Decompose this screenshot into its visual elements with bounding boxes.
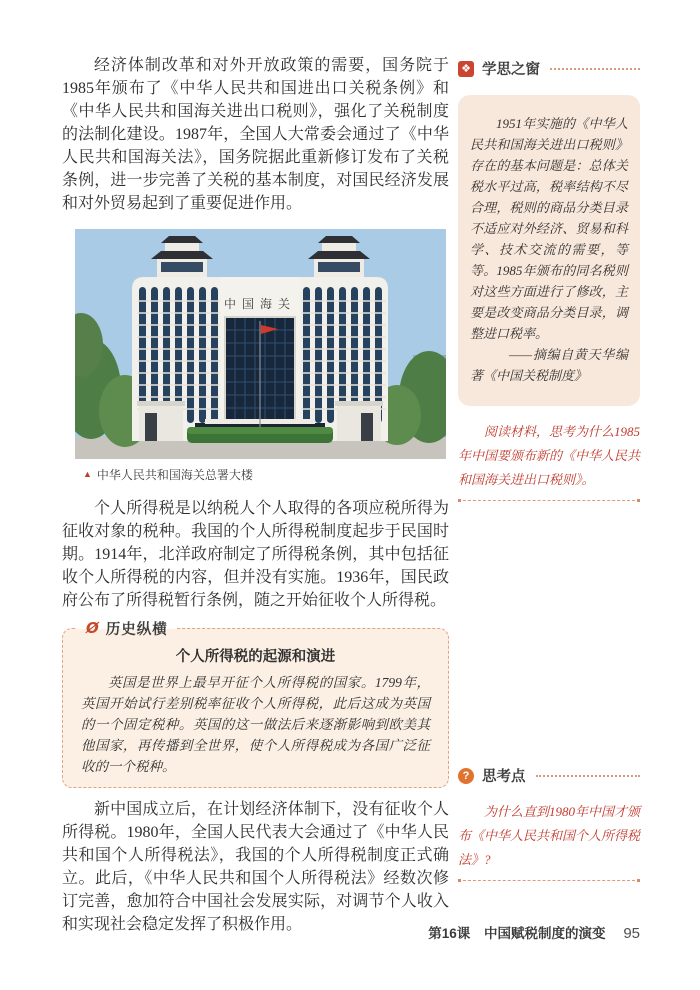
paragraph-customs-reform: 经济体制改革和对外开放政策的需要，国务院于1985年颁布了《中华人民共和国进出口关税条例》和《中华人民共和国海关进出口税则》，强化了关税制度的法制化建设。1987年，全国人大常委会通过了《中华人民共和国海关法》，国务院据此重新修订发布了关税条例，进一步完善了关税的基本制度，对国民经济发展和对外贸易起到了重要促进作用。 (62, 57, 449, 212)
history-box-body: 英国是世界上最早开征个人所得税的国家。1799年，英国开始试行差别税率征收个人所得税，此后这成为英国的一个固定税种。英国的这一做法后来逐渐影响到欧美其他国家，再传播到全世界，使个人所得税成为各国广泛征收的一个税种。 (81, 675, 430, 774)
page-footer (0, 922, 640, 942)
sidebar-column (458, 58, 640, 918)
footer-page-number: 95 (623, 925, 640, 942)
photo-caption-text: 中华人民共和国海关总署大楼 (96, 468, 253, 482)
dotted-rule (550, 68, 640, 70)
customs-building-figure (75, 229, 446, 483)
caption-triangle-icon: ▲ (83, 469, 92, 479)
gatehouse-right (335, 401, 383, 441)
dotted-separator (458, 880, 640, 881)
study-window-header (458, 58, 640, 79)
footer-lesson-number: 第16课 (428, 926, 471, 941)
history-box-header (77, 618, 177, 639)
diamond-flower-icon: ❖ (458, 61, 474, 77)
main-text-column (62, 54, 449, 936)
question-mark-icon: ? (458, 768, 474, 784)
study-window-body: 1951年实施的《中华人民共和国海关进出口税则》存在的基本问题是：总体关税水平过高，税率结构不尽合理，税则的商品分类目录不适应对外经济、贸易和科学、技术交流的需要，等等。1985年颁布的同名税则对这些方面进行了修改，主要是改变商品分类目录，调整进口税率。 (470, 116, 628, 341)
dotted-separator (458, 500, 640, 501)
dotted-rule (536, 775, 641, 777)
hedge (187, 427, 333, 443)
think-point-label: 思考点 (482, 769, 526, 785)
building-sign-text: 中国海关 (223, 297, 297, 311)
study-window-box (458, 95, 640, 406)
think-point-section (458, 765, 640, 881)
study-window-label: 学思之窗 (482, 62, 540, 78)
study-window-question: 阅读材料，思考为什么1985年中国要颁布新的《中华人民共和国海关进出口税则》。 (458, 424, 641, 487)
history-box-heading: 个人所得税的起源和演进 (175, 649, 336, 665)
think-point-header (458, 765, 640, 786)
think-point-question: 为什么直到1980年中国才颁布《中华人民共和国个人所得税法》? (458, 804, 641, 867)
footer-chapter-title: 中国赋税制度的演变 (484, 926, 606, 941)
study-window-attribution: ——摘编自黄天华编著《中国关税制度》 (470, 347, 628, 383)
history-box-title-label: 历史纵横 (105, 622, 168, 638)
history-sidebar-box (62, 619, 449, 788)
paragraph-income-tax-origin: 个人所得税是以纳税人个人取得的各项应税所得为征收对象的税种。我国的个人所得税制度起步于民国时期。1914年，北洋政府制定了所得税条例，其中包括征收个人所得税的内容，但并没有实施。1936年，国民政府公布了所得税暂行条例，随之开始征收个人所得税。 (62, 500, 449, 609)
gatehouse-left (137, 401, 185, 441)
photo-caption (83, 466, 446, 483)
customs-building-photo (75, 229, 446, 459)
paragraph-new-china-income-tax: 新中国成立后，在计划经济体制下，没有征收个人所得税。1980年，全国人民代表大会通过了《中华人民共和国个人所得税法》，我国的个人所得税制度正式确立。此后，《中华人民共和国个人所得税法》经数次修订完善，愈加符合中国社会发展实际，对调节个人收入和实现社会稳定发挥了积极作用。 (62, 801, 449, 933)
compass-slash-icon: Ø (86, 619, 99, 637)
